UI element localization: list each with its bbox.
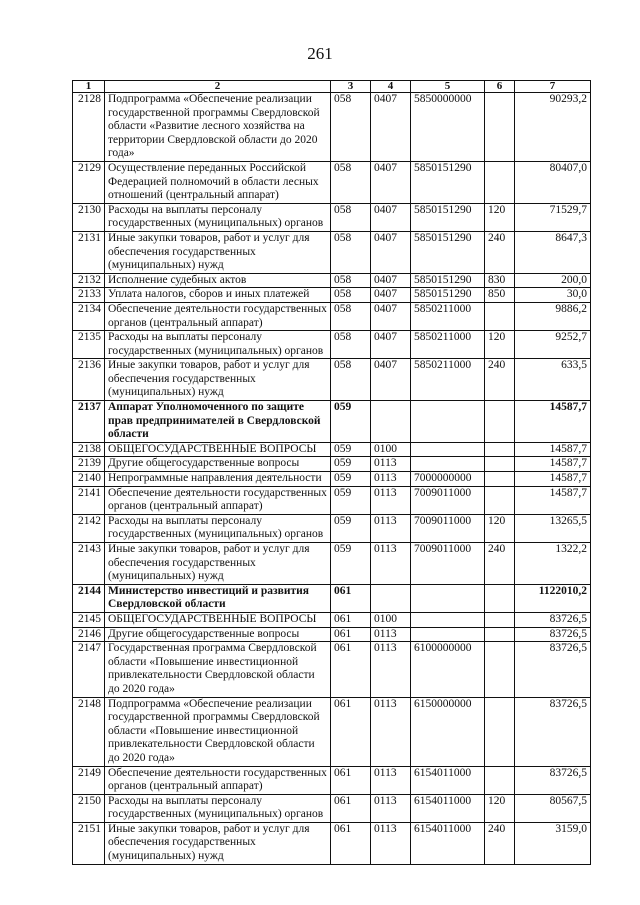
item-name-cell: Уплата налогов, сборов и иных платежей: [105, 288, 331, 303]
expense-type-cell: 120: [485, 794, 515, 822]
table-row: [73, 273, 591, 288]
amount-cell: 13265,5: [515, 514, 591, 542]
section-code-cell: 0407: [371, 273, 411, 288]
item-name-cell: Другие общегосударственные вопросы: [105, 457, 331, 472]
section-code-cell: [371, 584, 411, 612]
department-code-cell: 061: [331, 697, 371, 766]
expense-type-cell: 240: [485, 822, 515, 864]
header-cell: 3: [331, 81, 371, 93]
target-article-cell: 6150000000: [411, 697, 485, 766]
amount-cell: 83726,5: [515, 627, 591, 642]
expense-type-cell: 830: [485, 273, 515, 288]
row-number-cell: 2135: [73, 331, 105, 359]
table-row: [73, 794, 591, 822]
department-code-cell: 059: [331, 472, 371, 487]
item-name-cell: Иные закупки товаров, работ и услуг для обеспечения государственных (муниципальных) нужд: [105, 822, 331, 864]
target-article-cell: 7009011000: [411, 486, 485, 514]
target-article-cell: 5850151290: [411, 203, 485, 231]
amount-cell: 14587,7: [515, 401, 591, 443]
table-row: [73, 442, 591, 457]
expense-type-cell: [485, 442, 515, 457]
item-name-cell: Расходы на выплаты персоналу государственных (муниципальных) органов: [105, 203, 331, 231]
amount-cell: 14587,7: [515, 457, 591, 472]
section-code-cell: 0113: [371, 697, 411, 766]
amount-cell: 3159,0: [515, 822, 591, 864]
target-article-cell: [411, 457, 485, 472]
row-number-cell: 2144: [73, 584, 105, 612]
section-code-cell: 0407: [371, 302, 411, 330]
expense-type-cell: 240: [485, 543, 515, 585]
amount-cell: 83726,5: [515, 642, 591, 697]
amount-cell: 9886,2: [515, 302, 591, 330]
row-number-cell: 2150: [73, 794, 105, 822]
row-number-cell: 2145: [73, 612, 105, 627]
item-name-cell: ОБЩЕГОСУДАРСТВЕННЫЕ ВОПРОСЫ: [105, 442, 331, 457]
department-code-cell: 061: [331, 642, 371, 697]
row-number-cell: 2141: [73, 486, 105, 514]
item-name-cell: Обеспечение деятельности государственных органов (центральный аппарат): [105, 486, 331, 514]
department-code-cell: 061: [331, 627, 371, 642]
row-number-cell: 2149: [73, 766, 105, 794]
row-number-cell: 2133: [73, 288, 105, 303]
item-name-cell: Подпрограмма «Обеспечение реализации государственной программы Свердловской области «Повышение инвестиционной привлекательности Свердловской области до 2020 года»: [105, 697, 331, 766]
target-article-cell: 5850151290: [411, 273, 485, 288]
target-article-cell: [411, 584, 485, 612]
expense-type-cell: [485, 161, 515, 203]
expense-type-cell: [485, 612, 515, 627]
row-number-cell: 2134: [73, 302, 105, 330]
table-row: [73, 401, 591, 443]
item-name-cell: Государственная программа Свердловской области «Повышение инвестиционной привлекательности Свердловской области до 2020 года»: [105, 642, 331, 697]
expense-type-cell: [485, 486, 515, 514]
target-article-cell: 6154011000: [411, 794, 485, 822]
section-code-cell: 0407: [371, 288, 411, 303]
table-row: [73, 203, 591, 231]
section-code-cell: 0407: [371, 93, 411, 162]
section-code-cell: 0113: [371, 514, 411, 542]
department-code-cell: 058: [331, 231, 371, 273]
department-code-cell: 059: [331, 514, 371, 542]
item-name-cell: Министерство инвестиций и развития Свердловской области: [105, 584, 331, 612]
department-code-cell: 058: [331, 273, 371, 288]
expense-type-cell: 240: [485, 231, 515, 273]
amount-cell: 200,0: [515, 273, 591, 288]
target-article-cell: 6154011000: [411, 766, 485, 794]
expense-type-cell: [485, 302, 515, 330]
department-code-cell: 059: [331, 442, 371, 457]
target-article-cell: [411, 627, 485, 642]
row-number-cell: 2128: [73, 93, 105, 162]
expense-type-cell: [485, 697, 515, 766]
section-code-cell: 0113: [371, 472, 411, 487]
header-cell: 2: [105, 81, 331, 93]
item-name-cell: Непрограммные направления деятельности: [105, 472, 331, 487]
department-code-cell: 059: [331, 457, 371, 472]
department-code-cell: 058: [331, 331, 371, 359]
department-code-cell: 058: [331, 288, 371, 303]
table-row: [73, 472, 591, 487]
table-row: [73, 822, 591, 864]
row-number-cell: 2147: [73, 642, 105, 697]
row-number-cell: 2131: [73, 231, 105, 273]
section-code-cell: 0113: [371, 766, 411, 794]
row-number-cell: 2130: [73, 203, 105, 231]
section-code-cell: 0113: [371, 822, 411, 864]
table-row: [73, 514, 591, 542]
item-name-cell: Иные закупки товаров, работ и услуг для обеспечения государственных (муниципальных) нужд: [105, 359, 331, 401]
expense-type-cell: 850: [485, 288, 515, 303]
target-article-cell: [411, 612, 485, 627]
amount-cell: 83726,5: [515, 697, 591, 766]
page-number: 261: [307, 44, 333, 63]
target-article-cell: 7009011000: [411, 514, 485, 542]
item-name-cell: Иные закупки товаров, работ и услуг для обеспечения государственных (муниципальных) нужд: [105, 231, 331, 273]
header-cell: 6: [485, 81, 515, 93]
table-body: [73, 93, 591, 865]
department-code-cell: 058: [331, 93, 371, 162]
item-name-cell: Расходы на выплаты персоналу государственных (муниципальных) органов: [105, 514, 331, 542]
section-code-cell: 0100: [371, 612, 411, 627]
table-row: [73, 584, 591, 612]
section-code-cell: 0113: [371, 543, 411, 585]
target-article-cell: 5850151290: [411, 288, 485, 303]
header-cell: 7: [515, 81, 591, 93]
budget-table: [72, 80, 591, 865]
item-name-cell: Подпрограмма «Обеспечение реализации государственной программы Свердловской области «Развитие лесного хозяйства на территории Свердловской области до 2020 года»: [105, 93, 331, 162]
department-code-cell: 058: [331, 203, 371, 231]
item-name-cell: Другие общегосударственные вопросы: [105, 627, 331, 642]
expense-type-cell: 120: [485, 514, 515, 542]
department-code-cell: 058: [331, 302, 371, 330]
amount-cell: 14587,7: [515, 442, 591, 457]
item-name-cell: Аппарат Уполномоченного по защите прав предпринимателей в Свердловской области: [105, 401, 331, 443]
row-number-cell: 2142: [73, 514, 105, 542]
section-code-cell: 0113: [371, 794, 411, 822]
target-article-cell: 6154011000: [411, 822, 485, 864]
row-number-cell: 2146: [73, 627, 105, 642]
expense-type-cell: 120: [485, 331, 515, 359]
section-code-cell: [371, 401, 411, 443]
row-number-cell: 2143: [73, 543, 105, 585]
department-code-cell: 059: [331, 486, 371, 514]
target-article-cell: [411, 442, 485, 457]
table-row: [73, 457, 591, 472]
header-cell: 4: [371, 81, 411, 93]
table-row: [73, 697, 591, 766]
expense-type-cell: [485, 93, 515, 162]
expense-type-cell: [485, 766, 515, 794]
row-number-cell: 2139: [73, 457, 105, 472]
target-article-cell: 7000000000: [411, 472, 485, 487]
row-number-cell: 2140: [73, 472, 105, 487]
amount-cell: 633,5: [515, 359, 591, 401]
amount-cell: 80567,5: [515, 794, 591, 822]
amount-cell: 9252,7: [515, 331, 591, 359]
row-number-cell: 2129: [73, 161, 105, 203]
amount-cell: 8647,3: [515, 231, 591, 273]
amount-cell: 83726,5: [515, 766, 591, 794]
table-row: [73, 642, 591, 697]
amount-cell: 1122010,2: [515, 584, 591, 612]
item-name-cell: Обеспечение деятельности государственных органов (центральный аппарат): [105, 766, 331, 794]
target-article-cell: 5850151290: [411, 161, 485, 203]
target-article-cell: 6100000000: [411, 642, 485, 697]
department-code-cell: 058: [331, 359, 371, 401]
section-code-cell: 0113: [371, 627, 411, 642]
expense-type-cell: [485, 627, 515, 642]
expense-type-cell: [485, 401, 515, 443]
header-cell: 1: [73, 81, 105, 93]
department-code-cell: 061: [331, 766, 371, 794]
item-name-cell: ОБЩЕГОСУДАРСТВЕННЫЕ ВОПРОСЫ: [105, 612, 331, 627]
department-code-cell: 059: [331, 401, 371, 443]
department-code-cell: 061: [331, 822, 371, 864]
table-row: [73, 627, 591, 642]
target-article-cell: 5850000000: [411, 93, 485, 162]
section-code-cell: 0407: [371, 203, 411, 231]
row-number-cell: 2132: [73, 273, 105, 288]
amount-cell: 90293,2: [515, 93, 591, 162]
section-code-cell: 0113: [371, 642, 411, 697]
expense-type-cell: [485, 457, 515, 472]
target-article-cell: 5850211000: [411, 331, 485, 359]
expense-type-cell: [485, 472, 515, 487]
department-code-cell: 061: [331, 584, 371, 612]
section-code-cell: 0407: [371, 161, 411, 203]
expense-type-cell: [485, 642, 515, 697]
table-row: [73, 288, 591, 303]
table-row: [73, 766, 591, 794]
target-article-cell: 5850151290: [411, 231, 485, 273]
target-article-cell: [411, 401, 485, 443]
target-article-cell: 7009011000: [411, 543, 485, 585]
table-row: [73, 612, 591, 627]
item-name-cell: Иные закупки товаров, работ и услуг для обеспечения государственных (муниципальных) нужд: [105, 543, 331, 585]
table-row: [73, 359, 591, 401]
section-code-cell: 0407: [371, 231, 411, 273]
table-row: [73, 93, 591, 162]
header-cell: 5: [411, 81, 485, 93]
amount-cell: 1322,2: [515, 543, 591, 585]
table-row: [73, 161, 591, 203]
amount-cell: 83726,5: [515, 612, 591, 627]
department-code-cell: 061: [331, 612, 371, 627]
amount-cell: 71529,7: [515, 203, 591, 231]
section-code-cell: 0407: [371, 331, 411, 359]
expense-type-cell: [485, 584, 515, 612]
row-number-cell: 2137: [73, 401, 105, 443]
section-code-cell: 0113: [371, 457, 411, 472]
item-name-cell: Расходы на выплаты персоналу государственных (муниципальных) органов: [105, 794, 331, 822]
expense-type-cell: 120: [485, 203, 515, 231]
row-number-cell: 2136: [73, 359, 105, 401]
table-row: [73, 302, 591, 330]
section-code-cell: 0100: [371, 442, 411, 457]
item-name-cell: Обеспечение деятельности государственных органов (центральный аппарат): [105, 302, 331, 330]
department-code-cell: 059: [331, 543, 371, 585]
row-number-cell: 2151: [73, 822, 105, 864]
expense-type-cell: 240: [485, 359, 515, 401]
department-code-cell: 061: [331, 794, 371, 822]
amount-cell: 14587,7: [515, 472, 591, 487]
target-article-cell: 5850211000: [411, 359, 485, 401]
section-code-cell: 0407: [371, 359, 411, 401]
section-code-cell: 0113: [371, 486, 411, 514]
target-article-cell: 5850211000: [411, 302, 485, 330]
row-number-cell: 2148: [73, 697, 105, 766]
item-name-cell: Расходы на выплаты персоналу государственных (муниципальных) органов: [105, 331, 331, 359]
amount-cell: 14587,7: [515, 486, 591, 514]
item-name-cell: Осуществление переданных Российской Федерацией полномочий в области лесных отношений (центральный аппарат): [105, 161, 331, 203]
table-row: [73, 331, 591, 359]
header-row: [73, 81, 591, 93]
row-number-cell: 2138: [73, 442, 105, 457]
table-row: [73, 543, 591, 585]
department-code-cell: 058: [331, 161, 371, 203]
amount-cell: 30,0: [515, 288, 591, 303]
table-row: [73, 231, 591, 273]
item-name-cell: Исполнение судебных актов: [105, 273, 331, 288]
amount-cell: 80407,0: [515, 161, 591, 203]
table-row: [73, 486, 591, 514]
